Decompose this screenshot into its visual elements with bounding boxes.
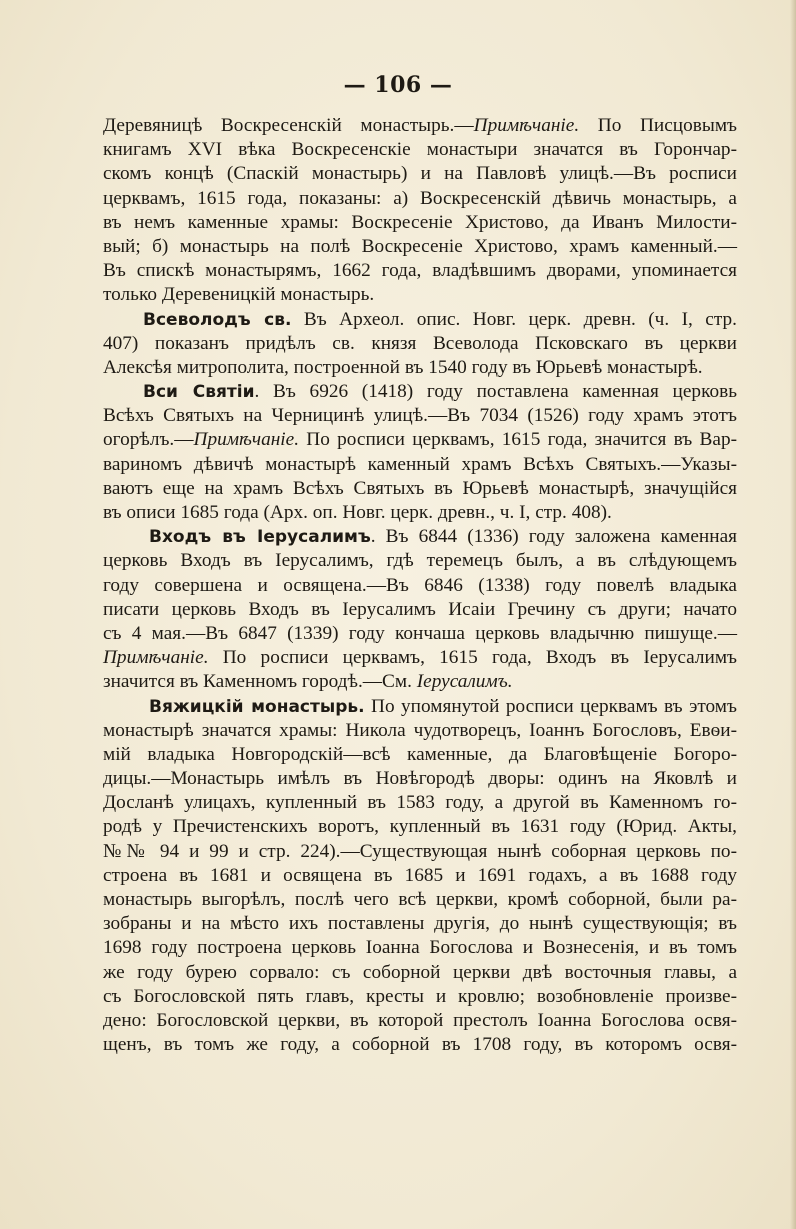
text-run: По упомянутой росписи церквамъ въ этомъ: [364, 695, 737, 717]
text-run: родѣ у Пречистенскихъ воротъ, купленный въ 1631 году (Юрид. Акты,: [103, 816, 737, 838]
italic-note: Примѣчаніе.: [193, 429, 300, 451]
text-line: [103, 791, 737, 815]
text-line: [103, 574, 737, 598]
text-run: дицы.—Монастырь имѣлъ въ Новѣгородѣ дворы: одинъ на Яковлѣ и: [103, 768, 737, 790]
text-line: [103, 283, 737, 307]
entry-heading: Входъ въ Іерусалимъ: [149, 527, 371, 548]
text-line: [103, 356, 737, 380]
text-run: церквамъ, 1615 года, показаны: а) Воскресенскій дѣвичь монастырь, а: [103, 187, 737, 209]
text-run: По росписи церквамъ, 1615 года, значится въ Вар-: [299, 429, 737, 451]
page-edge-shadow: [790, 0, 796, 1229]
text-run: огорѣлъ.—: [103, 429, 194, 451]
text-line: [103, 767, 737, 791]
text-line: [103, 453, 737, 477]
text-line: [103, 549, 737, 573]
text-run: зобраны и на мѣсто ихъ поставлены другія, до нынѣ существующія; въ: [103, 913, 737, 935]
entry-heading: Вси Святіи: [143, 382, 255, 403]
text-line: [103, 1009, 737, 1033]
text-run: книгамъ XVI вѣка Воскресенскіе монастыри значатся въ Горончар-: [103, 139, 737, 161]
text-run: въ немъ каменные храмы: Воскресеніе Христово, да Иванъ Милости-: [103, 211, 737, 233]
text-run: дено: Богословской церкви, въ которой престолъ Іоанна Богослова освя-: [103, 1009, 737, 1031]
text-run: строена въ 1681 и освящена въ 1685 и 1691 годахъ, а въ 1688 году: [103, 864, 737, 886]
text-run: писати церковь Входъ въ Іерусалимъ Исаіи Гречину съ други; начато: [103, 598, 737, 620]
text-line: [103, 404, 737, 428]
text-run: щенъ, въ томъ же году, а соборной въ 1708 году, въ которомъ освя-: [103, 1034, 737, 1056]
text-run: Всѣхъ Святыхъ на Черницинѣ улицѣ.—Въ 7034 (1526) году храмъ этотъ: [103, 405, 737, 427]
text-line: [103, 743, 737, 767]
text-run: скомъ концѣ (Спаскій монастырь) и на Павловѣ улицѣ.—Въ росписи: [103, 163, 737, 185]
italic-note: Примѣчаніе.: [103, 647, 209, 669]
text-run: Деревяницѣ Воскресенскій монастырь.—: [103, 115, 474, 136]
text-run: церковь Входъ въ Іерусалимъ, гдѣ теремецъ былъ, а въ слѣдующемъ: [103, 550, 737, 572]
text-run: году совершена и освящена.—Въ 6846 (1338) году повелѣ владыка: [103, 574, 737, 596]
text-run: Въ спискѣ монастырямъ, 1662 года, владѣвшимъ дворами, упоминается: [103, 260, 737, 282]
text-line: [103, 138, 737, 162]
text-line: [103, 864, 737, 888]
text-line: [103, 936, 737, 960]
text-line: [103, 187, 737, 211]
text-line: [103, 235, 737, 259]
text-line: [103, 719, 737, 743]
text-run: Алексѣя митрополита, построенной въ 1540 году въ Юрьевѣ монастырѣ.: [103, 356, 703, 378]
text-run: же году бурею сорвало: съ соборной церкви двѣ восточныя главы, а: [103, 961, 737, 983]
text-run: съ 4 мая.—Въ 6847 (1339) году кончаша церковь владычню пишуще.—: [103, 622, 737, 644]
text-run: вариномъ дѣвичѣ монастырѣ каменный храмъ Всѣхъ Святыхъ.—Указы-: [103, 453, 737, 475]
text-run: Въ Археол. опис. Новг. церк. древн. (ч. I, стр.: [291, 308, 737, 330]
page-number: — 106 —: [343, 72, 453, 98]
text-line: [103, 477, 737, 501]
text-run: значится въ Каменномъ городѣ.—См.: [103, 671, 417, 693]
text-line: [103, 259, 737, 283]
text-line: [103, 308, 737, 332]
text-line: [103, 501, 737, 525]
text-line: [103, 211, 737, 235]
text-run: въ описи 1685 года (Арх. оп. Новг. церк. древн., ч. I, стр. 408).: [103, 502, 612, 523]
text-line: [103, 840, 737, 864]
text-run: №№ 94 и 99 и стр. 224).—Существующая нынѣ соборная церковь по-: [103, 840, 737, 862]
text-run: мій владыка Новгородскій—всѣ каменные, да Благовѣщеніе Богоро-: [103, 743, 737, 765]
text-line: [103, 888, 737, 912]
entry-heading: Всеволодъ св.: [143, 309, 292, 330]
italic-note: Примѣчаніе.: [473, 115, 580, 136]
text-run: монастырь выгорѣлъ, послѣ чего всѣ церкви, кромѣ соборной, были ра-: [103, 889, 737, 910]
text-line: [103, 525, 737, 549]
text-run: По росписи церквамъ, 1615 года, Входъ въ Іерусалимъ: [208, 647, 737, 669]
text-run: ваютъ еще на храмъ Всѣхъ Святыхъ въ Юрьевѣ монастырѣ, значущійся: [103, 477, 737, 499]
entry-heading: Вяжицкій монастырь.: [149, 696, 365, 717]
text-run: вый; б) монастырь на полѣ Воскресеніе Христово, храмъ каменный.—: [103, 235, 737, 257]
text-line: [103, 985, 737, 1009]
italic-note: Іерусалимъ.: [416, 671, 513, 693]
text-line: [103, 114, 737, 138]
text-line: [103, 598, 737, 622]
text-run: Досланѣ улицахъ, купленный въ 1583 году, а другой въ Каменномъ го-: [103, 792, 737, 814]
text-line: [103, 961, 737, 985]
text-line: [103, 670, 737, 694]
text-run: По Писцовымъ: [579, 115, 738, 136]
text-run: . Въ 6844 (1336) году заложена каменная: [370, 526, 737, 548]
text-line: [103, 380, 737, 404]
text-line: [103, 332, 737, 356]
text-line: [103, 162, 737, 186]
text-run: 407) показанъ придѣлъ св. князя Всеволода Псковскаго въ церкви: [103, 332, 737, 354]
text-run: 1698 году построена церковь Іоанна Богослова и Вознесенія, и въ томъ: [103, 937, 737, 959]
text-run: только Деревеницкій монастырь.: [103, 284, 375, 306]
text-run: . Въ 6926 (1418) году поставлена каменная церковь: [254, 381, 737, 403]
text-line: [103, 622, 737, 646]
text-line: [103, 1033, 737, 1057]
body-text: [103, 114, 737, 1057]
text-line: [103, 912, 737, 936]
text-run: монастырѣ значатся храмы: Никола чудотворецъ, Іоаннъ Богословъ, Евѳи-: [103, 719, 737, 741]
text-line: [103, 428, 737, 452]
text-line: [103, 646, 737, 670]
text-run: съ Богословской пять главъ, кресты и кровлю; возобновленіе произве-: [103, 985, 737, 1007]
text-line: [103, 695, 737, 719]
text-line: [103, 815, 737, 839]
